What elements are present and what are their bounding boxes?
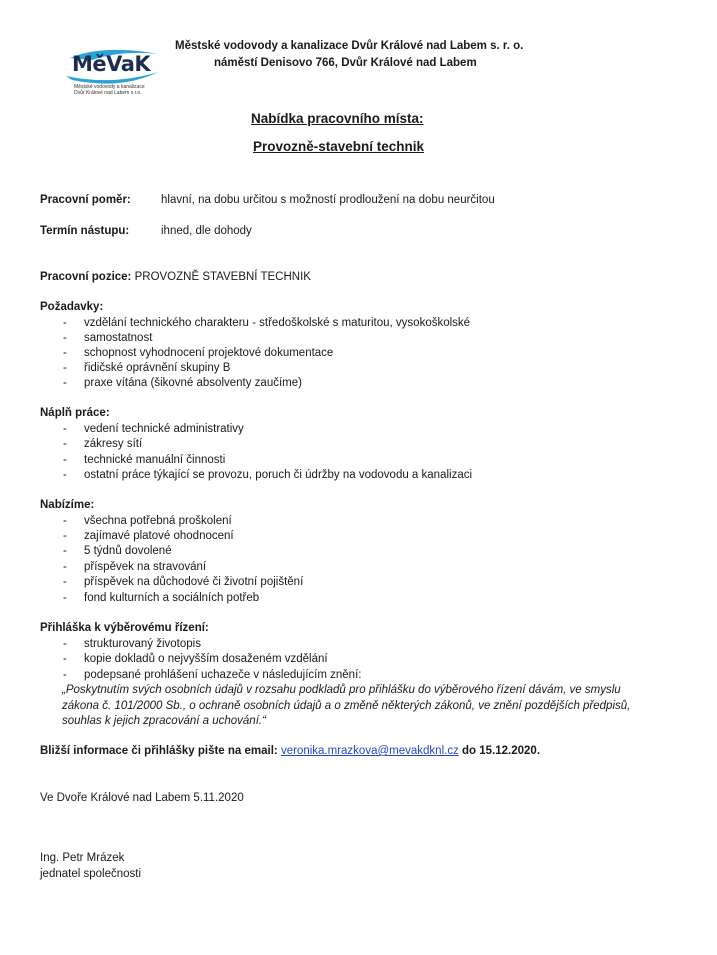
list-dash: -: [63, 592, 67, 604]
list-dash: -: [63, 377, 67, 389]
list-dash: -: [63, 347, 67, 359]
logo-subtitle-1: Městské vodovody a kanalizace: [74, 84, 145, 90]
place-date: Ve Dvoře Králové nad Labem 5.11.2020: [40, 792, 244, 804]
list-dash: -: [63, 332, 67, 344]
list-dash: -: [63, 576, 67, 588]
list-dash: -: [63, 362, 67, 374]
list-item: zajímavé platové ohodnocení: [84, 530, 234, 542]
contact-suffix: do 15.12.2020.: [462, 745, 541, 757]
logo-wordmark: MěVaK: [72, 52, 151, 76]
list-item: fond kulturních a sociálních potřeb: [84, 592, 260, 604]
list-item: technické manuální činnosti: [84, 454, 226, 466]
list-item: vzdělání technického charakteru - středoškolské s maturitou, vysokoškolské: [84, 317, 471, 329]
list-dash: -: [63, 669, 67, 681]
position-value: PROVOZNĚ STAVEBNÍ TECHNIK: [134, 271, 311, 283]
consent-quote-line-1: „Poskytnutím svých osobních údajů v rozsahu podkladů pro přihlášku do výběrového řízení dávám, ve smyslu: [62, 684, 621, 696]
list-dash: -: [63, 454, 67, 466]
offer-heading: Nabízíme:: [40, 499, 95, 511]
list-item: všechna potřebná proškolení: [84, 515, 232, 527]
contact-line: [40, 745, 540, 757]
list-item: zákresy sítí: [84, 438, 143, 450]
company-address: náměstí Denisovo 766, Dvůr Králové nad Labem: [214, 57, 477, 69]
employment-type-value: hlavní, na dobu určitou s možností prodloužení na dobu neurčitou: [161, 194, 495, 206]
signatory-name: Ing. Petr Mrázek: [40, 852, 125, 864]
company-name: Městské vodovody a kanalizace Dvůr Králové nad Labem s. r. o.: [175, 40, 524, 52]
list-item: 5 týdnů dovolené: [84, 545, 172, 557]
list-dash: -: [63, 515, 67, 527]
job-title: Provozně-stavební technik: [253, 139, 425, 154]
signatory-role: jednatel společnosti: [40, 868, 142, 880]
list-item: příspěvek na důchodové či životní pojištění: [84, 576, 304, 588]
consent-quote-line-3: souhlas k jejich zpracování a uchování.“: [62, 715, 266, 727]
list-dash: -: [63, 638, 67, 650]
list-item: praxe vítána (šikovné absolventy zaučíme): [84, 377, 302, 389]
list-dash: -: [63, 530, 67, 542]
page-title: Nabídka pracovního místa:: [251, 111, 424, 126]
list-item: řidičské oprávnění skupiny B: [84, 362, 231, 374]
list-dash: -: [63, 438, 67, 450]
contact-prefix: Bližší informace či přihlášky pište na email:: [40, 745, 278, 757]
list-dash: -: [63, 653, 67, 665]
list-dash: -: [63, 545, 67, 557]
application-heading: Přihláška k výběrovému řízení:: [40, 622, 209, 634]
list-item: kopie dokladů o nejvyšším dosaženém vzdělání: [84, 653, 328, 665]
position-label: Pracovní pozice:: [40, 271, 132, 283]
list-dash: -: [63, 561, 67, 573]
list-item: strukturovaný životopis: [84, 638, 201, 650]
list-item: vedení technické administrativy: [84, 423, 244, 435]
consent-quote-line-2: zákona č. 101/2000 Sb., o ochraně osobních údajů a o změně některých zákonů, ve znění pozdějších předpisů,: [62, 700, 631, 712]
logo-subtitle-2: Dvůr Králové nad Labem s.r.o.: [74, 90, 142, 96]
list-dash: -: [63, 469, 67, 481]
requirements-heading: Požadavky:: [40, 301, 104, 313]
list-item: schopnost vyhodnocení projektové dokumentace: [84, 347, 334, 359]
company-logo: [62, 46, 162, 98]
position-line: [40, 271, 311, 283]
list-item: podepsané prohlášení uchazeče v následujícím znění:: [84, 669, 362, 681]
list-dash: -: [63, 317, 67, 329]
employment-type-label: Pracovní poměr:: [40, 194, 131, 206]
email-link[interactable]: veronika.mrazkova@mevakdknl.cz: [280, 745, 459, 757]
duties-heading: Náplň práce:: [40, 407, 110, 419]
start-date-value: ihned, dle dohody: [161, 225, 252, 237]
list-item: ostatní práce týkající se provozu, poruch či údržby na vodovodu a kanalizaci: [84, 469, 473, 481]
list-dash: -: [63, 423, 67, 435]
list-item: samostatnost: [84, 332, 153, 344]
start-date-label: Termín nástupu:: [40, 225, 130, 237]
list-item: příspěvek na stravování: [84, 561, 207, 573]
